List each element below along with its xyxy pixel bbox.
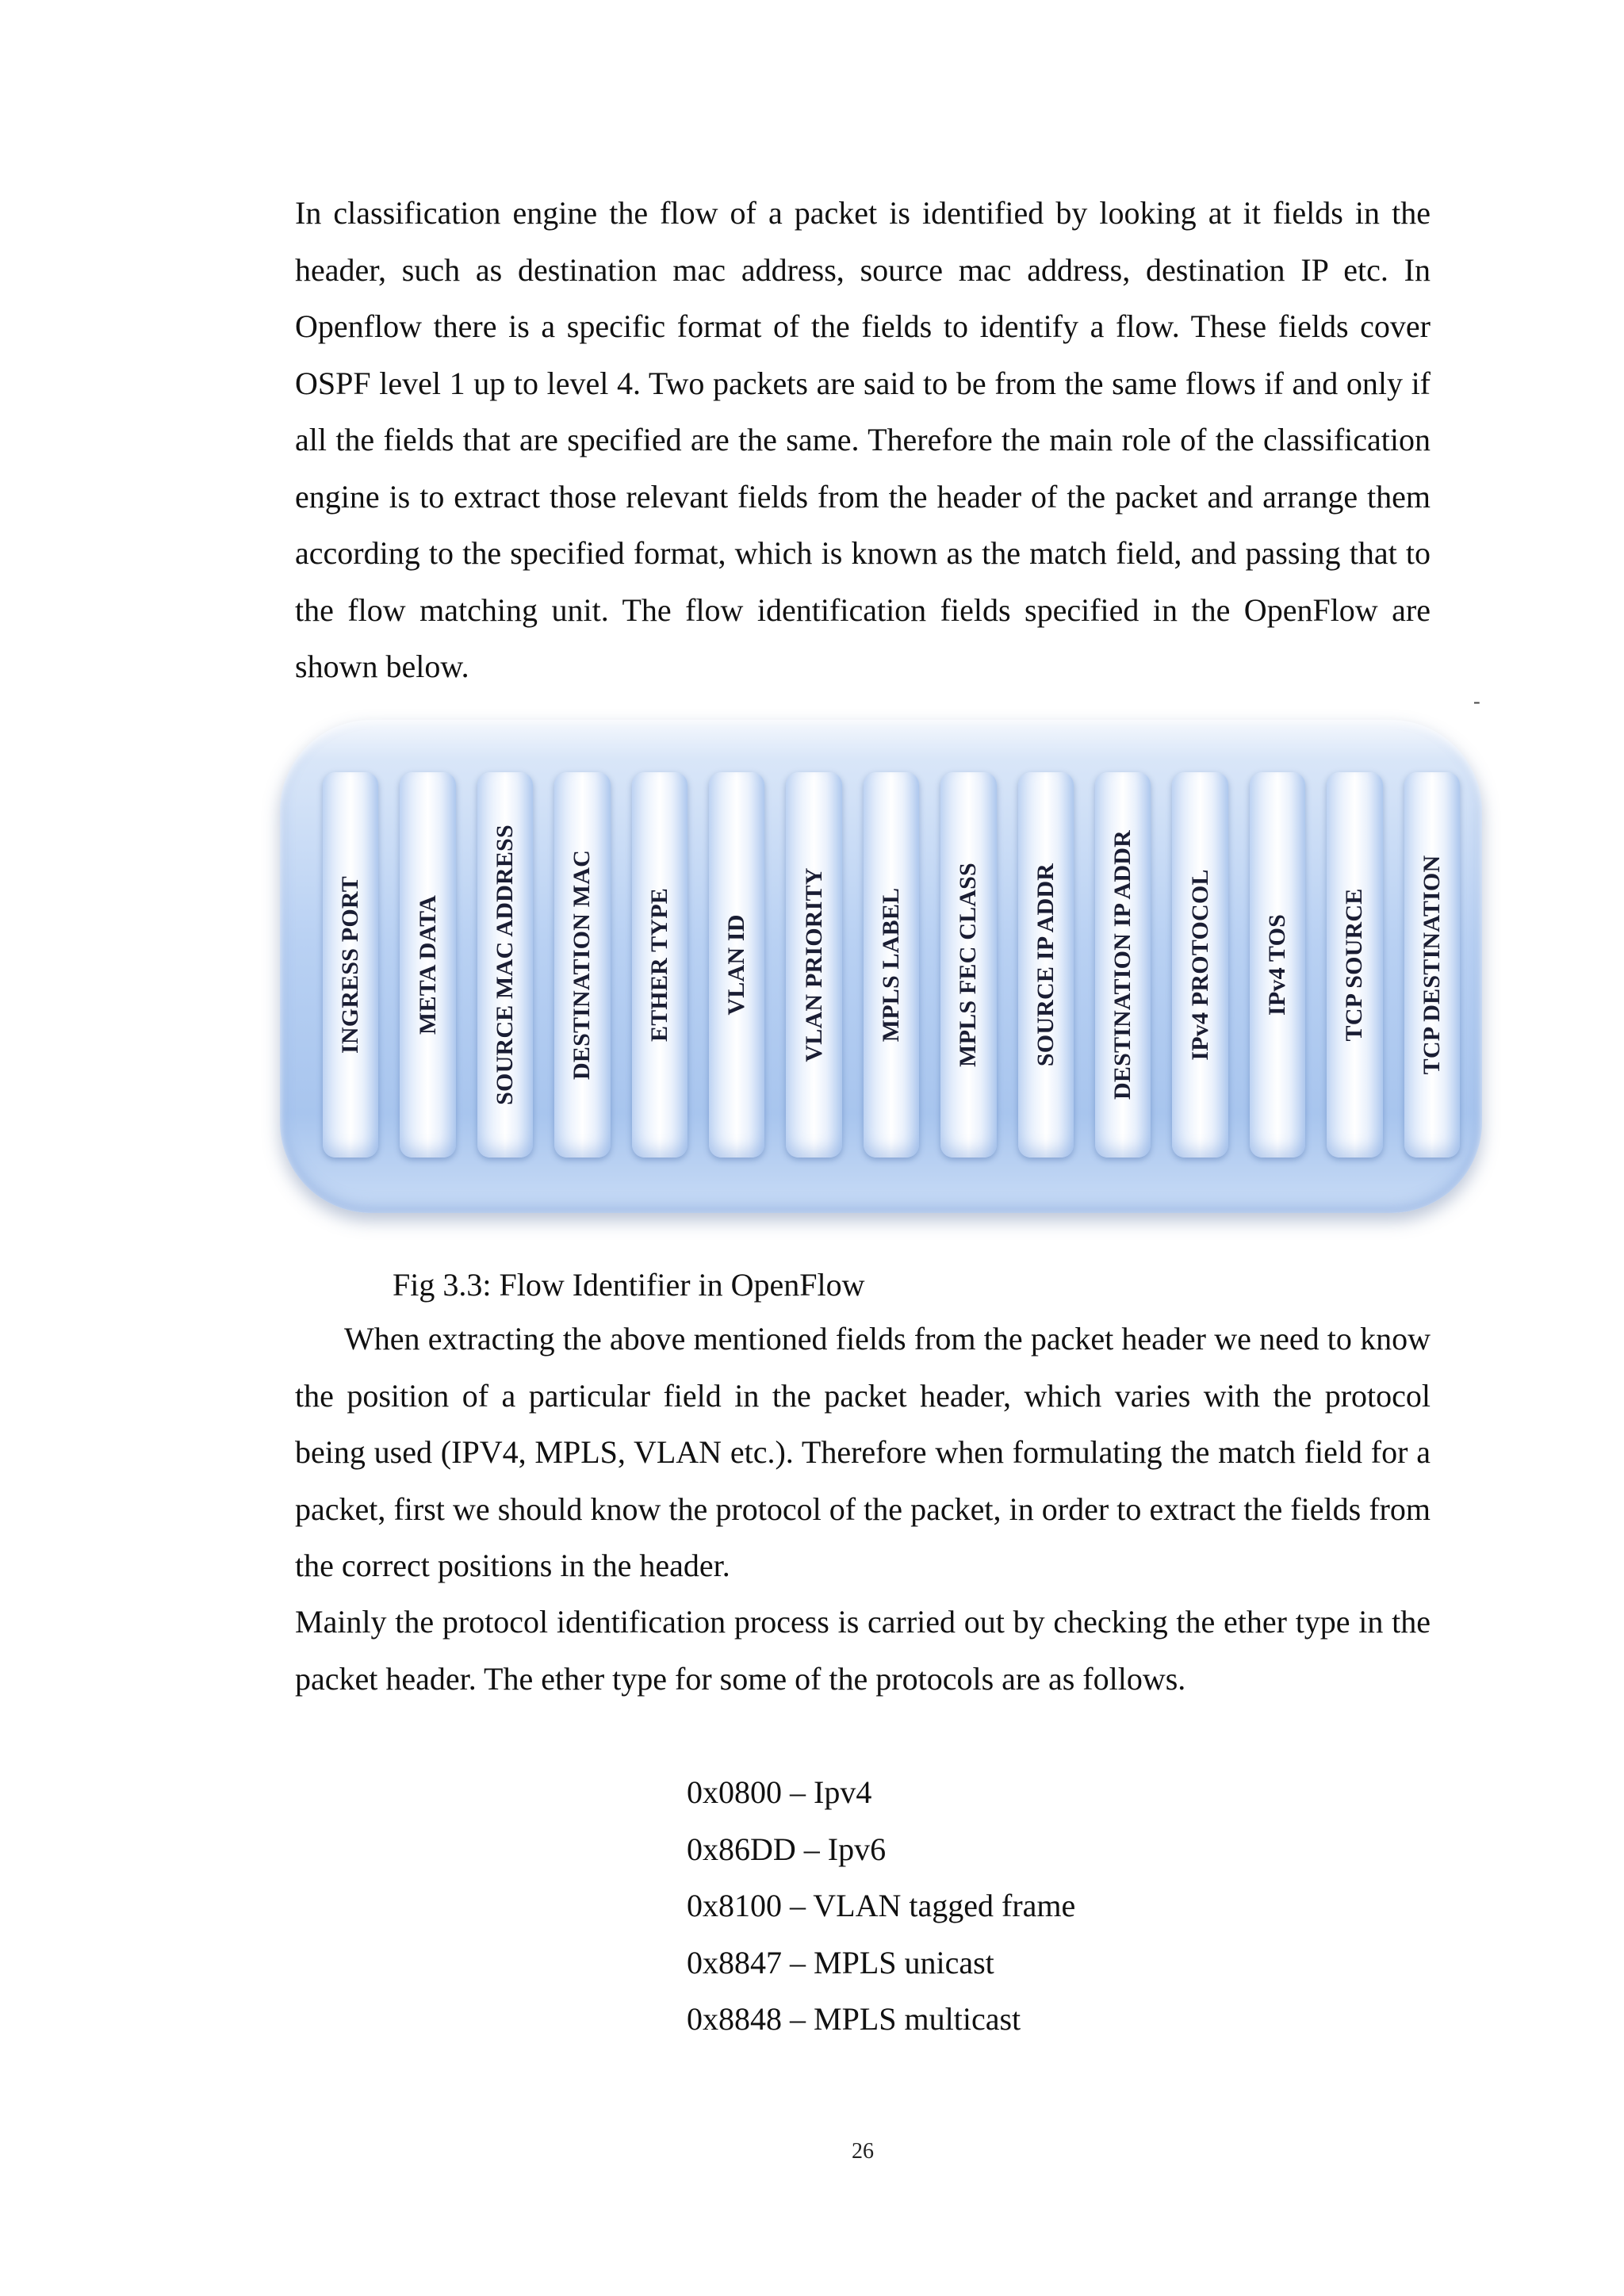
field-pill-label: DESTINATION IP ADDR	[1109, 830, 1136, 1100]
paragraph-classification-engine: In classification engine the flow of a packet is identified by looking at it fields in the header, such as destination mac address, source mac address, destination IP etc. In Openflow there is a specific format of the fields to identify a flow. These fields cover OSPF level 1 up to level 4. Two packets are said to be from the same flows if and only if all the fields that are specified are the same. Therefore the main role of the classification engine is to extract those relevant fields from the header of the packet and arrange them according to the specified format, which is known as the match field, and passing that to the flow matching unit. The flow identification fields specified in the OpenFlow are shown below.	[295, 195, 1431, 684]
field-pill	[940, 772, 996, 1158]
flow-identifier-figure	[280, 720, 1482, 1213]
figure-caption: Fig 3.3: Flow Identifier in OpenFlow	[393, 1267, 865, 1303]
field-pill-label: INGRESS PORT	[337, 876, 364, 1054]
field-pill	[1018, 772, 1074, 1158]
ether-type-list	[687, 1764, 1075, 2048]
stray-mark: -	[1473, 690, 1480, 713]
field-pill	[323, 772, 378, 1158]
field-pill-label: VLAN ID	[723, 914, 750, 1016]
field-pill	[864, 772, 919, 1158]
field-pill	[786, 772, 841, 1158]
field-pill	[1095, 772, 1151, 1158]
field-pill	[1327, 772, 1382, 1158]
paragraph-field-extraction: When extracting the above mentioned fields from the packet header we need to know the position of a particular field in the packet header, which varies with the protocol being used (IPV4, MPLS, VLAN etc.). Therefore when formulating the match field for a packet, first we should know the protocol of the packet, in order to extract the fields from the correct positions in the header.	[295, 1321, 1431, 1583]
field-pill	[632, 772, 688, 1158]
field-pill-row	[323, 772, 1460, 1158]
ether-type-item: 0x8848 – MPLS multicast	[687, 2001, 1021, 2037]
field-pill-label: IPv4 TOS	[1264, 913, 1291, 1016]
field-pill-label: MPLS LABEL	[878, 887, 905, 1043]
field-pill-label: MPLS FEC CLASS	[955, 863, 982, 1067]
field-pill	[709, 772, 764, 1158]
field-pill	[1404, 772, 1460, 1158]
field-pill-label: SOURCE IP ADDR	[1032, 863, 1059, 1067]
field-pill-label: DESTINATION MAC	[569, 850, 596, 1080]
field-pill	[1172, 772, 1228, 1158]
field-pill-label: VLAN PRIORITY	[800, 867, 827, 1062]
field-pill	[477, 772, 533, 1158]
paragraph-protocol-identification: Mainly the protocol identification process is carried out by checking the ether type in the packet header. The ether type for some of the protocols are as follows.	[295, 1604, 1431, 1697]
ether-type-item: 0x8847 – MPLS unicast	[687, 1944, 994, 1980]
ether-type-item: 0x0800 – Ipv4	[687, 1774, 872, 1810]
field-pill-label: SOURCE MAC ADDRESS	[492, 825, 519, 1105]
field-pill	[400, 772, 455, 1158]
ether-type-item: 0x8100 – VLAN tagged frame	[687, 1888, 1076, 1923]
field-pill	[554, 772, 610, 1158]
field-pill	[1250, 772, 1305, 1158]
field-pill-label: ETHER TYPE	[645, 888, 672, 1042]
ether-type-item: 0x86DD – Ipv6	[687, 1831, 887, 1867]
field-pill-label: META DATA	[414, 895, 441, 1035]
field-pill-label: IPv4 PROTOCOL	[1186, 869, 1213, 1061]
field-pill-label: TCP DESTINATION	[1418, 855, 1445, 1075]
field-pill-label: TCP SOURCE	[1341, 888, 1368, 1042]
page-number: 26	[852, 2139, 874, 2164]
